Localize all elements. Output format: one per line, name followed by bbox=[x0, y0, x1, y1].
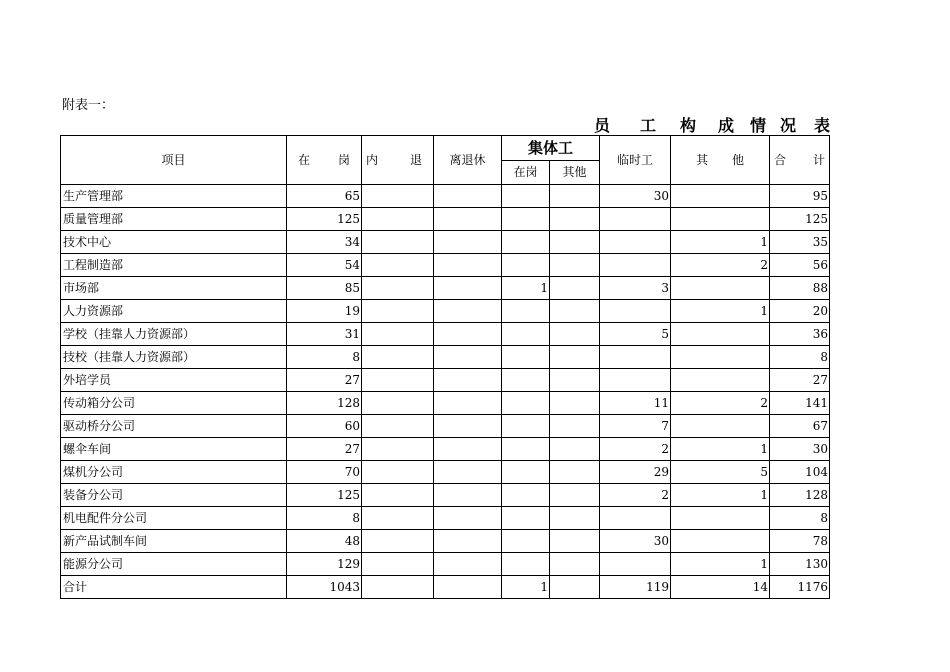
cell-collective-on-duty bbox=[502, 300, 550, 323]
cell-collective-other bbox=[550, 323, 600, 346]
cell-collective-on-duty bbox=[502, 461, 550, 484]
cell-temporary: 2 bbox=[600, 438, 671, 461]
cell-other: 1 bbox=[671, 553, 770, 576]
staff-table bbox=[60, 135, 830, 599]
cell-temporary bbox=[600, 254, 671, 277]
row-name: 能源分公司 bbox=[61, 553, 287, 576]
table-row bbox=[61, 346, 830, 369]
cell-total: 78 bbox=[770, 530, 830, 553]
cell-collective-on-duty bbox=[502, 553, 550, 576]
cell-other bbox=[671, 507, 770, 530]
cell-internal-retire bbox=[362, 277, 434, 300]
cell-temporary bbox=[600, 507, 671, 530]
table-row bbox=[61, 392, 830, 415]
cell-internal-retire bbox=[362, 208, 434, 231]
cell-collective-other bbox=[550, 530, 600, 553]
cell-other bbox=[671, 185, 770, 208]
cell-other bbox=[671, 346, 770, 369]
title-char: 况 bbox=[780, 116, 797, 135]
cell-collective-other bbox=[550, 208, 600, 231]
row-name: 装备分公司 bbox=[61, 484, 287, 507]
cell-temporary bbox=[600, 553, 671, 576]
cell-temporary: 29 bbox=[600, 461, 671, 484]
cell-retired bbox=[434, 461, 502, 484]
cell-temporary bbox=[600, 231, 671, 254]
cell-internal-retire bbox=[362, 323, 434, 346]
header-text: 他 bbox=[731, 153, 744, 167]
cell-collective-other bbox=[550, 231, 600, 254]
table-row bbox=[61, 254, 830, 277]
cell-collective-on-duty bbox=[502, 415, 550, 438]
header-text: 退 bbox=[409, 153, 422, 167]
row-name: 驱动桥分公司 bbox=[61, 415, 287, 438]
cell-internal-retire bbox=[362, 185, 434, 208]
header-text: 其 bbox=[696, 153, 709, 167]
cell-total: 130 bbox=[770, 553, 830, 576]
cell-collective-other bbox=[550, 576, 600, 599]
title-char: 表 bbox=[814, 116, 831, 135]
cell-total: 36 bbox=[770, 323, 830, 346]
cell-collective-on-duty bbox=[502, 484, 550, 507]
cell-retired bbox=[434, 415, 502, 438]
cell-temporary: 2 bbox=[600, 484, 671, 507]
cell-internal-retire bbox=[362, 438, 434, 461]
cell-retired bbox=[434, 369, 502, 392]
cell-on-duty: 128 bbox=[287, 392, 362, 415]
title-char: 构 bbox=[680, 116, 697, 135]
cell-collective-on-duty bbox=[502, 185, 550, 208]
cell-total: 8 bbox=[770, 507, 830, 530]
cell-retired bbox=[434, 323, 502, 346]
table-row bbox=[61, 553, 830, 576]
header-item: 项目 bbox=[61, 136, 287, 185]
cell-collective-on-duty bbox=[502, 507, 550, 530]
cell-collective-on-duty bbox=[502, 369, 550, 392]
cell-other bbox=[671, 323, 770, 346]
table-row bbox=[61, 185, 830, 208]
table-row bbox=[61, 507, 830, 530]
cell-total: 27 bbox=[770, 369, 830, 392]
cell-collective-on-duty bbox=[502, 208, 550, 231]
cell-other: 14 bbox=[671, 576, 770, 599]
header-other bbox=[671, 136, 770, 185]
row-name: 生产管理部 bbox=[61, 185, 287, 208]
header-text: 计 bbox=[812, 153, 825, 167]
cell-on-duty: 27 bbox=[287, 438, 362, 461]
cell-other bbox=[671, 208, 770, 231]
cell-collective-other bbox=[550, 484, 600, 507]
cell-other: 1 bbox=[671, 300, 770, 323]
table-row bbox=[61, 530, 830, 553]
cell-collective-on-duty bbox=[502, 231, 550, 254]
cell-internal-retire bbox=[362, 231, 434, 254]
table-row bbox=[61, 438, 830, 461]
row-name: 人力资源部 bbox=[61, 300, 287, 323]
cell-collective-on-duty bbox=[502, 323, 550, 346]
cell-collective-other bbox=[550, 553, 600, 576]
table-row bbox=[61, 323, 830, 346]
cell-on-duty: 65 bbox=[287, 185, 362, 208]
cell-internal-retire bbox=[362, 576, 434, 599]
cell-collective-other bbox=[550, 300, 600, 323]
cell-temporary bbox=[600, 369, 671, 392]
cell-other: 1 bbox=[671, 484, 770, 507]
header-row bbox=[61, 136, 830, 161]
caption: 附表一： bbox=[62, 98, 115, 113]
cell-retired bbox=[434, 231, 502, 254]
row-name: 工程制造部 bbox=[61, 254, 287, 277]
header-text: 在 bbox=[298, 153, 311, 167]
cell-total: 1176 bbox=[770, 576, 830, 599]
cell-on-duty: 19 bbox=[287, 300, 362, 323]
cell-collective-other bbox=[550, 277, 600, 300]
cell-other: 1 bbox=[671, 438, 770, 461]
cell-on-duty: 125 bbox=[287, 484, 362, 507]
header-internal-retire bbox=[362, 136, 434, 185]
cell-retired bbox=[434, 553, 502, 576]
row-name: 市场部 bbox=[61, 277, 287, 300]
cell-collective-other bbox=[550, 438, 600, 461]
title-char: 员 bbox=[594, 116, 611, 135]
cell-internal-retire bbox=[362, 484, 434, 507]
header-collective: 集体工 bbox=[502, 136, 600, 161]
cell-collective-on-duty bbox=[502, 392, 550, 415]
cell-on-duty: 8 bbox=[287, 507, 362, 530]
table-row bbox=[61, 277, 830, 300]
title-char: 情 bbox=[750, 116, 767, 135]
cell-retired bbox=[434, 346, 502, 369]
cell-internal-retire bbox=[362, 346, 434, 369]
cell-collective-other bbox=[550, 369, 600, 392]
cell-collective-other bbox=[550, 415, 600, 438]
cell-collective-on-duty bbox=[502, 346, 550, 369]
header-collective-other: 其他 bbox=[550, 160, 600, 185]
table-row bbox=[61, 484, 830, 507]
cell-other bbox=[671, 277, 770, 300]
header-text: 岗 bbox=[337, 153, 350, 167]
cell-total: 104 bbox=[770, 461, 830, 484]
cell-collective-on-duty: 1 bbox=[502, 277, 550, 300]
cell-temporary: 30 bbox=[600, 530, 671, 553]
title-char: 成 bbox=[718, 116, 735, 135]
cell-on-duty: 60 bbox=[287, 415, 362, 438]
cell-internal-retire bbox=[362, 254, 434, 277]
cell-temporary: 30 bbox=[600, 185, 671, 208]
cell-collective-other bbox=[550, 507, 600, 530]
cell-retired bbox=[434, 208, 502, 231]
cell-other: 1 bbox=[671, 231, 770, 254]
header-collective-on-duty: 在岗 bbox=[502, 160, 550, 185]
row-name: 合计 bbox=[61, 576, 287, 599]
cell-retired bbox=[434, 438, 502, 461]
cell-internal-retire bbox=[362, 392, 434, 415]
table-row bbox=[61, 231, 830, 254]
cell-on-duty: 129 bbox=[287, 553, 362, 576]
table-body bbox=[61, 185, 830, 599]
cell-collective-on-duty: 1 bbox=[502, 576, 550, 599]
cell-retired bbox=[434, 507, 502, 530]
cell-internal-retire bbox=[362, 507, 434, 530]
cell-retired bbox=[434, 530, 502, 553]
cell-retired bbox=[434, 576, 502, 599]
cell-on-duty: 31 bbox=[287, 323, 362, 346]
cell-temporary bbox=[600, 346, 671, 369]
cell-other bbox=[671, 369, 770, 392]
header-text: 内 bbox=[366, 153, 379, 167]
row-name: 外培学员 bbox=[61, 369, 287, 392]
cell-on-duty: 70 bbox=[287, 461, 362, 484]
cell-total: 141 bbox=[770, 392, 830, 415]
cell-temporary: 11 bbox=[600, 392, 671, 415]
cell-retired bbox=[434, 254, 502, 277]
row-name: 传动箱分公司 bbox=[61, 392, 287, 415]
row-name: 质量管理部 bbox=[61, 208, 287, 231]
row-name: 新产品试制车间 bbox=[61, 530, 287, 553]
cell-other bbox=[671, 530, 770, 553]
cell-collective-on-duty bbox=[502, 254, 550, 277]
cell-total: 67 bbox=[770, 415, 830, 438]
cell-retired bbox=[434, 277, 502, 300]
cell-internal-retire bbox=[362, 369, 434, 392]
cell-total: 125 bbox=[770, 208, 830, 231]
row-name: 螺伞车间 bbox=[61, 438, 287, 461]
cell-temporary: 5 bbox=[600, 323, 671, 346]
header-retired: 离退休 bbox=[434, 136, 502, 185]
cell-total: 128 bbox=[770, 484, 830, 507]
header-text: 合 bbox=[774, 153, 787, 167]
cell-collective-other bbox=[550, 392, 600, 415]
cell-on-duty: 27 bbox=[287, 369, 362, 392]
cell-internal-retire bbox=[362, 415, 434, 438]
cell-collective-on-duty bbox=[502, 530, 550, 553]
cell-on-duty: 125 bbox=[287, 208, 362, 231]
cell-collective-other bbox=[550, 254, 600, 277]
cell-retired bbox=[434, 484, 502, 507]
cell-total: 88 bbox=[770, 277, 830, 300]
table-row bbox=[61, 208, 830, 231]
cell-temporary: 7 bbox=[600, 415, 671, 438]
table-row bbox=[61, 369, 830, 392]
cell-total: 30 bbox=[770, 438, 830, 461]
cell-other bbox=[671, 415, 770, 438]
cell-internal-retire bbox=[362, 530, 434, 553]
cell-collective-other bbox=[550, 185, 600, 208]
cell-on-duty: 48 bbox=[287, 530, 362, 553]
row-name: 技术中心 bbox=[61, 231, 287, 254]
cell-internal-retire bbox=[362, 461, 434, 484]
cell-on-duty: 1043 bbox=[287, 576, 362, 599]
cell-on-duty: 85 bbox=[287, 277, 362, 300]
cell-collective-other bbox=[550, 346, 600, 369]
table-row bbox=[61, 300, 830, 323]
cell-total: 20 bbox=[770, 300, 830, 323]
table-row bbox=[61, 415, 830, 438]
row-name: 学校（挂靠人力资源部） bbox=[61, 323, 287, 346]
cell-retired bbox=[434, 300, 502, 323]
cell-temporary bbox=[600, 208, 671, 231]
cell-total: 8 bbox=[770, 346, 830, 369]
cell-temporary: 3 bbox=[600, 277, 671, 300]
cell-temporary: 119 bbox=[600, 576, 671, 599]
row-name: 煤机分公司 bbox=[61, 461, 287, 484]
cell-internal-retire bbox=[362, 300, 434, 323]
row-name: 机电配件分公司 bbox=[61, 507, 287, 530]
cell-temporary bbox=[600, 300, 671, 323]
cell-on-duty: 34 bbox=[287, 231, 362, 254]
header-on-duty bbox=[287, 136, 362, 185]
cell-collective-on-duty bbox=[502, 438, 550, 461]
cell-retired bbox=[434, 185, 502, 208]
cell-other: 2 bbox=[671, 392, 770, 415]
cell-other: 2 bbox=[671, 254, 770, 277]
header-temporary: 临时工 bbox=[600, 136, 671, 185]
title-char: 工 bbox=[640, 116, 657, 135]
cell-total: 35 bbox=[770, 231, 830, 254]
header-total bbox=[770, 136, 830, 185]
row-name: 技校（挂靠人力资源部） bbox=[61, 346, 287, 369]
cell-internal-retire bbox=[362, 553, 434, 576]
cell-other: 5 bbox=[671, 461, 770, 484]
cell-collective-other bbox=[550, 461, 600, 484]
total-row bbox=[61, 576, 830, 599]
cell-total: 95 bbox=[770, 185, 830, 208]
cell-retired bbox=[434, 392, 502, 415]
cell-total: 56 bbox=[770, 254, 830, 277]
cell-on-duty: 8 bbox=[287, 346, 362, 369]
table-row bbox=[61, 461, 830, 484]
cell-on-duty: 54 bbox=[287, 254, 362, 277]
